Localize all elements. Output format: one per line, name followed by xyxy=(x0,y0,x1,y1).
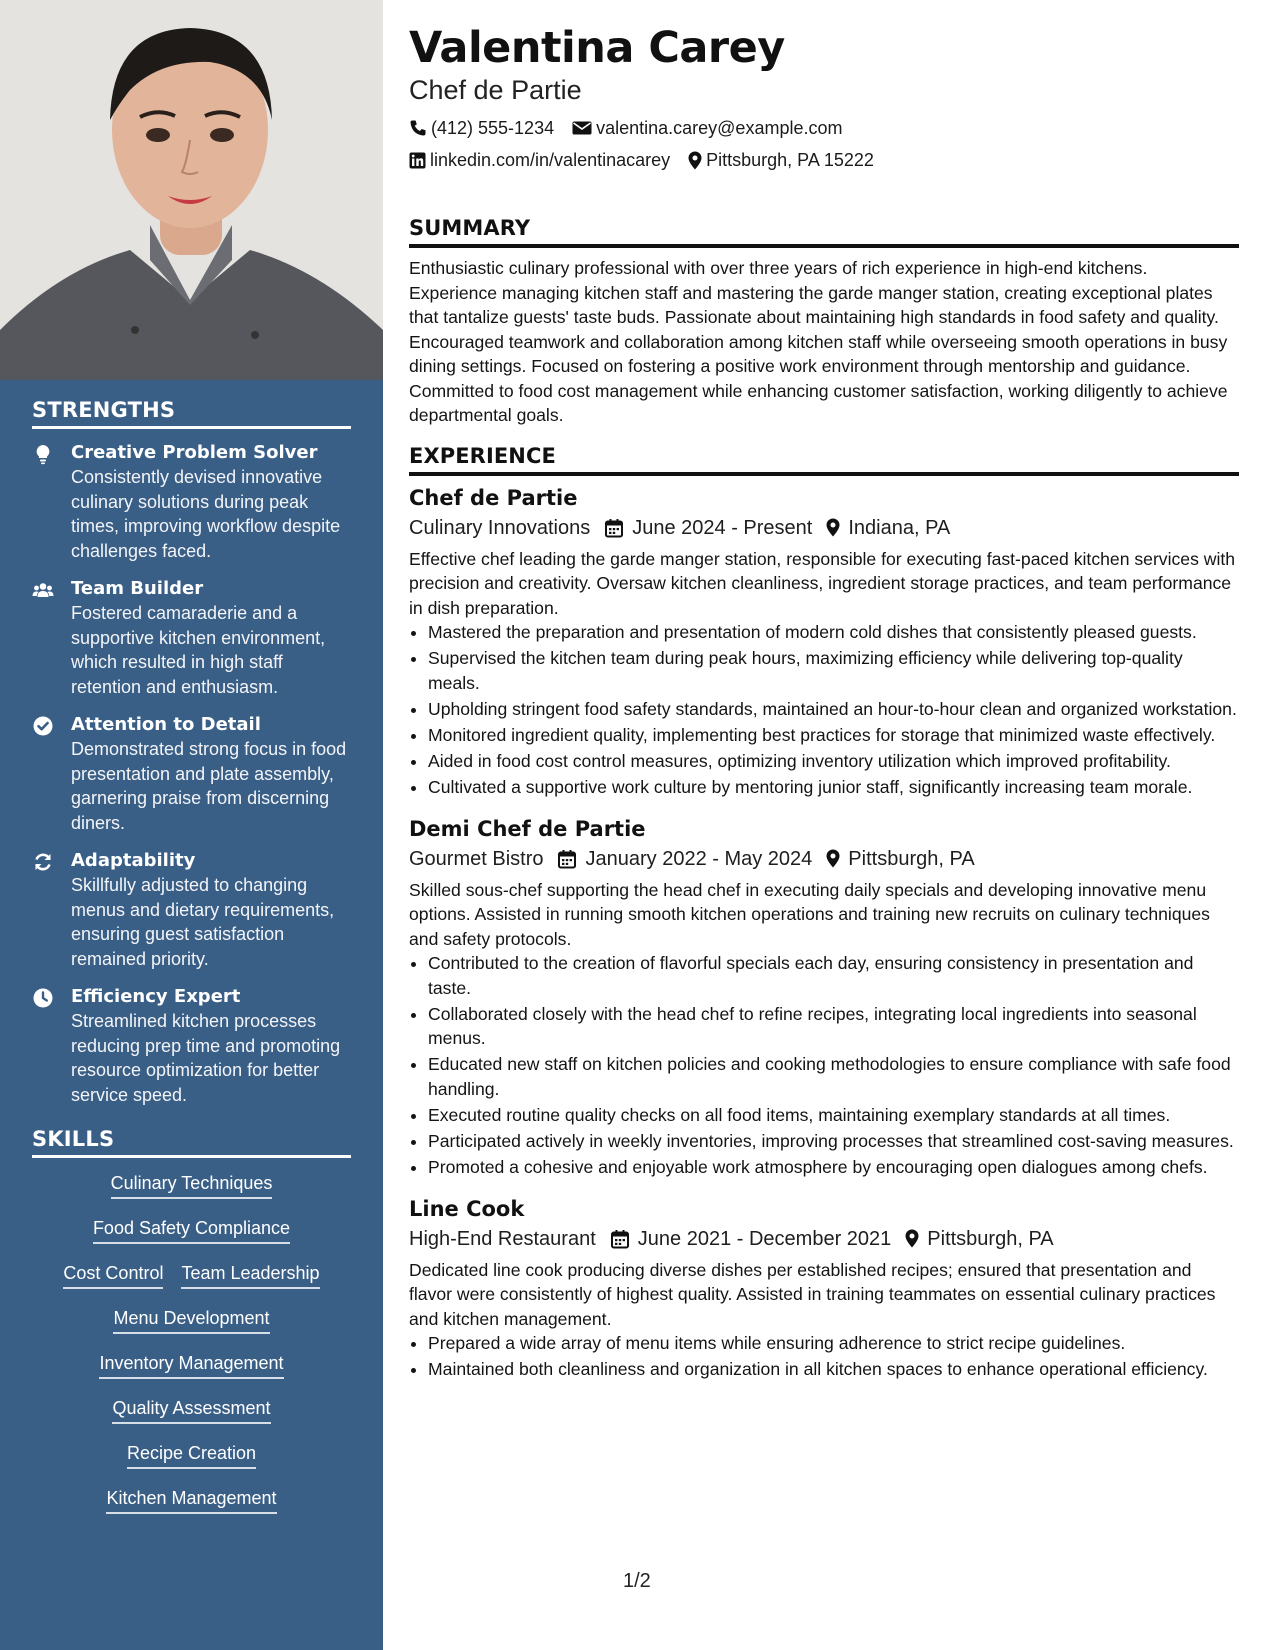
phone-text: (412) 555-1234 xyxy=(431,118,555,138)
skill-tag: Menu Development xyxy=(113,1305,269,1334)
job-description: Dedicated line cook producing diverse dishes per established recipes; ensured that presentation and flavor were consistently of highest quality. Assisted in training teammates on essential culinary practices and kitchen management. xyxy=(409,1259,1216,1329)
sync-icon xyxy=(32,851,54,873)
job-bullet: • Executed routine quality checks on all food items, maintaining exemplary standards at all times. xyxy=(428,1103,1239,1128)
main-content xyxy=(409,22,1239,1383)
email-text: valentina.carey@example.com xyxy=(596,118,843,138)
job-bullet: • Supervised the kitchen team during peak hours, maximizing efficiency while delivering top-quality meals. xyxy=(428,646,1239,695)
linkedin-text: linkedin.com/in/valentinacarey xyxy=(430,150,671,170)
calendar-icon xyxy=(557,849,577,869)
job-bullet: • Prepared a wide array of menu items while ensuring adherence to strict recipe guidelines. xyxy=(428,1331,1239,1356)
check-circle-icon xyxy=(32,715,54,737)
job-dates-text: June 2021 - December 2021 xyxy=(637,1227,892,1250)
sidebar xyxy=(0,0,383,1650)
job-company: Gourmet Bistro xyxy=(409,847,544,870)
job-bullet: • Mastered the preparation and presentation of modern cold dishes that consistently pleased guests. xyxy=(428,620,1239,645)
lightbulb-icon xyxy=(32,443,54,465)
skill-tag: Culinary Techniques xyxy=(111,1170,273,1199)
linkedin-contact[interactable] xyxy=(409,144,670,176)
job-meta xyxy=(409,843,1239,875)
strength-text: Streamlined kitchen processes reducing prep time and promoting resource optimization for better service speed. xyxy=(71,1011,341,1105)
job-meta xyxy=(409,1223,1239,1255)
strength-title: Efficiency Expert xyxy=(71,986,241,1007)
strength-text: Skillfully adjusted to changing menus and dietary requirements, ensuring guest satisfaction remained priority. xyxy=(71,875,335,969)
job-location-text: Pittsburgh, PA xyxy=(848,847,975,870)
job-bullet: • Monitored ingredient quality, implementing best practices for storage that minimized waste effectively. xyxy=(428,723,1239,748)
job-bullets xyxy=(409,951,1239,1179)
strength-text: Consistently devised innovative culinary solutions during peak times, improving workflow despite challenges faced. xyxy=(71,467,341,561)
job-entry xyxy=(409,484,1239,800)
job-entry xyxy=(409,1195,1239,1382)
strength-item xyxy=(32,849,351,971)
map-marker-icon xyxy=(688,151,702,170)
job-dates xyxy=(610,1223,892,1255)
experience-heading: EXPERIENCE xyxy=(409,444,1239,476)
skills-heading: SKILLS xyxy=(32,1127,351,1158)
summary-heading: SUMMARY xyxy=(409,216,1239,248)
strength-item xyxy=(32,441,351,563)
page-number: 1/2 xyxy=(623,1570,651,1592)
skills-list xyxy=(32,1170,351,1530)
candidate-title: Chef de Partie xyxy=(409,75,582,105)
job-bullet: • Aided in food cost control measures, optimizing inventory utilization which improved profitability. xyxy=(428,749,1239,774)
job-location xyxy=(826,512,950,544)
job-bullet: • Promoted a cohesive and enjoyable work atmosphere by encouraging open dialogues among chefs. xyxy=(428,1155,1239,1180)
map-marker-icon xyxy=(826,518,840,537)
job-location-text: Indiana, PA xyxy=(848,516,951,539)
strength-item xyxy=(32,577,351,699)
strengths-heading: STRENGTHS xyxy=(32,398,351,429)
users-icon xyxy=(32,579,54,601)
job-bullets xyxy=(409,620,1239,799)
strength-text: Demonstrated strong focus in food presentation and plate assembly, garnering praise from discerning diners. xyxy=(71,739,347,833)
strength-title: Attention to Detail xyxy=(71,714,261,735)
calendar-icon xyxy=(610,1229,630,1249)
job-meta xyxy=(409,512,1239,544)
strength-text: Fostered camaraderie and a supportive kitchen environment, which resulted in high staff retention and enthusiasm. xyxy=(71,603,326,697)
location-contact xyxy=(688,144,874,176)
contact-row xyxy=(409,144,1239,176)
job-bullet: • Educated new staff on kitchen policies and cooking methodologies to ensure compliance with safe food handling. xyxy=(428,1052,1239,1101)
profile-photo-illustration xyxy=(0,0,383,380)
job-entry xyxy=(409,815,1239,1180)
phone-icon xyxy=(409,119,427,137)
job-title: Demi Chef de Partie xyxy=(409,816,646,841)
skill-tag: Recipe Creation xyxy=(127,1440,256,1469)
job-bullet: • Collaborated closely with the head chef to refine recipes, integrating local ingredients into seasonal menus. xyxy=(428,1002,1239,1051)
job-dates-text: January 2022 - May 2024 xyxy=(585,847,813,870)
strength-item xyxy=(32,985,351,1107)
envelope-icon xyxy=(572,120,592,136)
location-text: Pittsburgh, PA 15222 xyxy=(706,150,874,170)
strength-title: Team Builder xyxy=(71,578,204,599)
calendar-icon xyxy=(604,518,624,538)
strength-item xyxy=(32,713,351,835)
clock-icon xyxy=(32,987,54,1009)
job-dates xyxy=(557,843,812,875)
job-bullet: • Upholding stringent food safety standards, maintained an hour-to-hour clean and organized workstation. xyxy=(428,697,1239,722)
job-bullet: • Contributed to the creation of flavorful specials each day, ensuring consistency in presentation and taste. xyxy=(428,951,1239,1000)
strength-title: Adaptability xyxy=(71,850,196,871)
job-company: Culinary Innovations xyxy=(409,516,591,539)
skill-tag: Kitchen Management xyxy=(106,1485,276,1514)
job-description: Skilled sous-chef supporting the head chef in executing daily specials and developing innovative menu options. Assisted in running smooth kitchen operations and training new recruits on culinary techniques and safety protocols. xyxy=(409,879,1210,949)
sidebar-content xyxy=(32,398,351,1530)
linkedin-icon xyxy=(409,152,426,169)
skill-tag: Team Leadership xyxy=(181,1260,319,1289)
skill-tag: Cost Control xyxy=(63,1260,163,1289)
map-marker-icon xyxy=(826,849,840,868)
job-title: Chef de Partie xyxy=(409,485,578,510)
candidate-name: Valentina Carey xyxy=(409,23,785,73)
phone-contact[interactable] xyxy=(409,112,554,144)
job-company: High-End Restaurant xyxy=(409,1227,596,1250)
profile-photo xyxy=(0,0,383,380)
job-bullet: • Participated actively in weekly inventories, improving processes that streamlined cost-saving measures. xyxy=(428,1129,1239,1154)
job-description: Effective chef leading the garde manger station, responsible for executing fast-paced kitchen services with precision and creativity. Oversaw kitchen cleanliness, ingredient storage practices, and team performance in dish preparation. xyxy=(409,548,1236,618)
job-bullet: • Maintained both cleanliness and organization in all kitchen spaces to enhance operational efficiency. xyxy=(428,1357,1239,1382)
job-title: Line Cook xyxy=(409,1196,525,1221)
job-location xyxy=(905,1223,1053,1255)
skill-tag: Quality Assessment xyxy=(112,1395,270,1424)
job-bullet: • Cultivated a supportive work culture by mentoring junior staff, significantly increasing team morale. xyxy=(428,775,1239,800)
strength-title: Creative Problem Solver xyxy=(71,442,318,463)
job-location xyxy=(826,843,974,875)
contact-row xyxy=(409,112,1239,144)
email-contact[interactable] xyxy=(572,112,842,144)
skill-tag: Inventory Management xyxy=(99,1350,283,1379)
map-marker-icon xyxy=(905,1229,919,1248)
job-dates-text: June 2024 - Present xyxy=(632,516,813,539)
summary-text: Enthusiastic culinary professional with over three years of rich experience in high-end kitchens. Experience managing kitchen staff and mastering the garde manger station, creating exceptional plates that tantalize guests' taste buds. Passionate about maintaining high standards in food safety and quality. Encouraged teamwork and collaboration among kitchen staff while overseeing smooth operations in busy dining settings. Focused on fostering a positive work environment through mentorship and guidance. Committed to food cost management while enhancing customer satisfaction, working diligently to achieve departmental goals. xyxy=(409,258,1228,425)
job-dates xyxy=(604,512,812,544)
job-bullets xyxy=(409,1331,1239,1382)
skill-tag: Food Safety Compliance xyxy=(93,1215,290,1244)
job-location-text: Pittsburgh, PA xyxy=(927,1227,1054,1250)
